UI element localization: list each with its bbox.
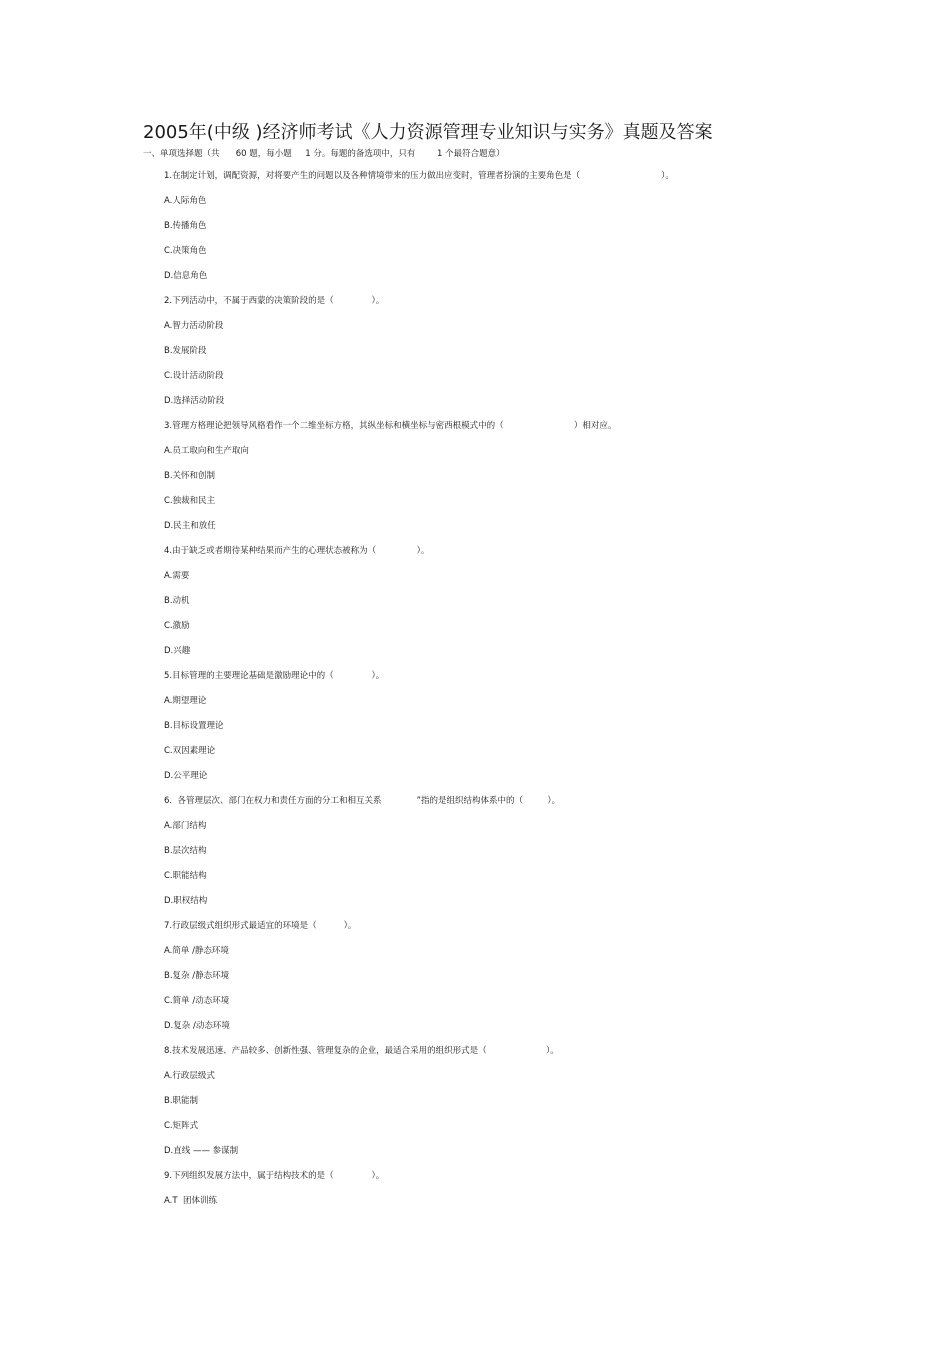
answer-option: D.公平理论 bbox=[164, 771, 208, 781]
answer-option: B.发展阶段 bbox=[164, 346, 207, 356]
question-text: 7.行政层级式组织形式最适宜的环境是（ ）。 bbox=[164, 921, 357, 931]
answer-option: A.需要 bbox=[164, 571, 190, 581]
answer-option: A.T 团体训练 bbox=[164, 1196, 217, 1206]
question-text: 8.技术发展迅速、产品较多、创新性强、管理复杂的企业，最适合采用的组织形式是（ ）。 bbox=[164, 1046, 559, 1056]
answer-option: D.兴趣 bbox=[164, 646, 191, 656]
answer-option: B.层次结构 bbox=[164, 846, 207, 856]
question-text: 3.管理方格理论把领导风格看作一个二维坐标方格，其纵坐标和横坐标与密西根模式中的（ ）相对应。 bbox=[164, 421, 617, 431]
answer-option: B.职能制 bbox=[164, 1096, 199, 1106]
question-text: 5.目标管理的主要理论基础是激励理论中的（ ）。 bbox=[164, 671, 385, 681]
answer-option: D.信息角色 bbox=[164, 271, 208, 281]
answer-option: B.复杂 /静态环境 bbox=[164, 971, 230, 981]
answer-option: A.部门结构 bbox=[164, 821, 207, 831]
answer-option: C.职能结构 bbox=[164, 871, 207, 881]
answer-option: C.设计活动阶段 bbox=[164, 371, 224, 381]
question-text: 9.下列组织发展方法中，属于结构技术的是（ ）。 bbox=[164, 1171, 385, 1181]
answer-option: D.复杂 /动态环境 bbox=[164, 1021, 230, 1031]
answer-option: B.目标设置理论 bbox=[164, 721, 224, 731]
answer-option: B.动机 bbox=[164, 596, 190, 606]
answer-option: A.行政层级式 bbox=[164, 1071, 215, 1081]
answer-option: D.民主和放任 bbox=[164, 521, 216, 531]
section-heading: 一、单项选择题（共 60 题，每小题 1 分。每题的备选项中，只有 1 个最符合题意） bbox=[143, 149, 505, 159]
answer-option: D.选择活动阶段 bbox=[164, 396, 225, 406]
answer-option: A.期望理论 bbox=[164, 696, 207, 706]
question-text: 4.由于缺乏或者期待某种结果而产生的心理状态被称为（ ）。 bbox=[164, 546, 430, 556]
answer-option: C.简单 /动态环境 bbox=[164, 996, 230, 1006]
answer-option: B.传播角色 bbox=[164, 221, 207, 231]
answer-option: C.决策角色 bbox=[164, 246, 207, 256]
answer-option: A.简单 /静态环境 bbox=[164, 946, 229, 956]
answer-option: B.关怀和创制 bbox=[164, 471, 216, 481]
answer-option: A.员工取向和生产取向 bbox=[164, 446, 249, 456]
question-text: 1.在制定计划，调配资源，对将要产生的问题以及各种情境带来的压力做出应变时，管理者扮演的主要角色是（ ）。 bbox=[164, 171, 674, 181]
question-text: 2.下列活动中，不属于西蒙的决策阶段的是（ ）。 bbox=[164, 296, 385, 306]
question-text: 6. 各管理层次、部门在权力和责任方面的分工和相互关系 ”指的是组织结构体系中的（ ）。 bbox=[164, 796, 561, 806]
answer-option: A.智力活动阶段 bbox=[164, 321, 224, 331]
answer-option: D.职权结构 bbox=[164, 896, 208, 906]
answer-option: C.独裁和民主 bbox=[164, 496, 216, 506]
answer-option: D.直线 —— 参谋制 bbox=[164, 1146, 239, 1156]
answer-option: C.双因素理论 bbox=[164, 746, 216, 756]
answer-option: C.激励 bbox=[164, 621, 190, 631]
answer-option: C.矩阵式 bbox=[164, 1121, 199, 1131]
answer-option: A.人际角色 bbox=[164, 196, 207, 206]
document-title: 2005年(中级 )经济师考试《人力资源管理专业知识与实务》真题及答案 bbox=[143, 122, 713, 143]
